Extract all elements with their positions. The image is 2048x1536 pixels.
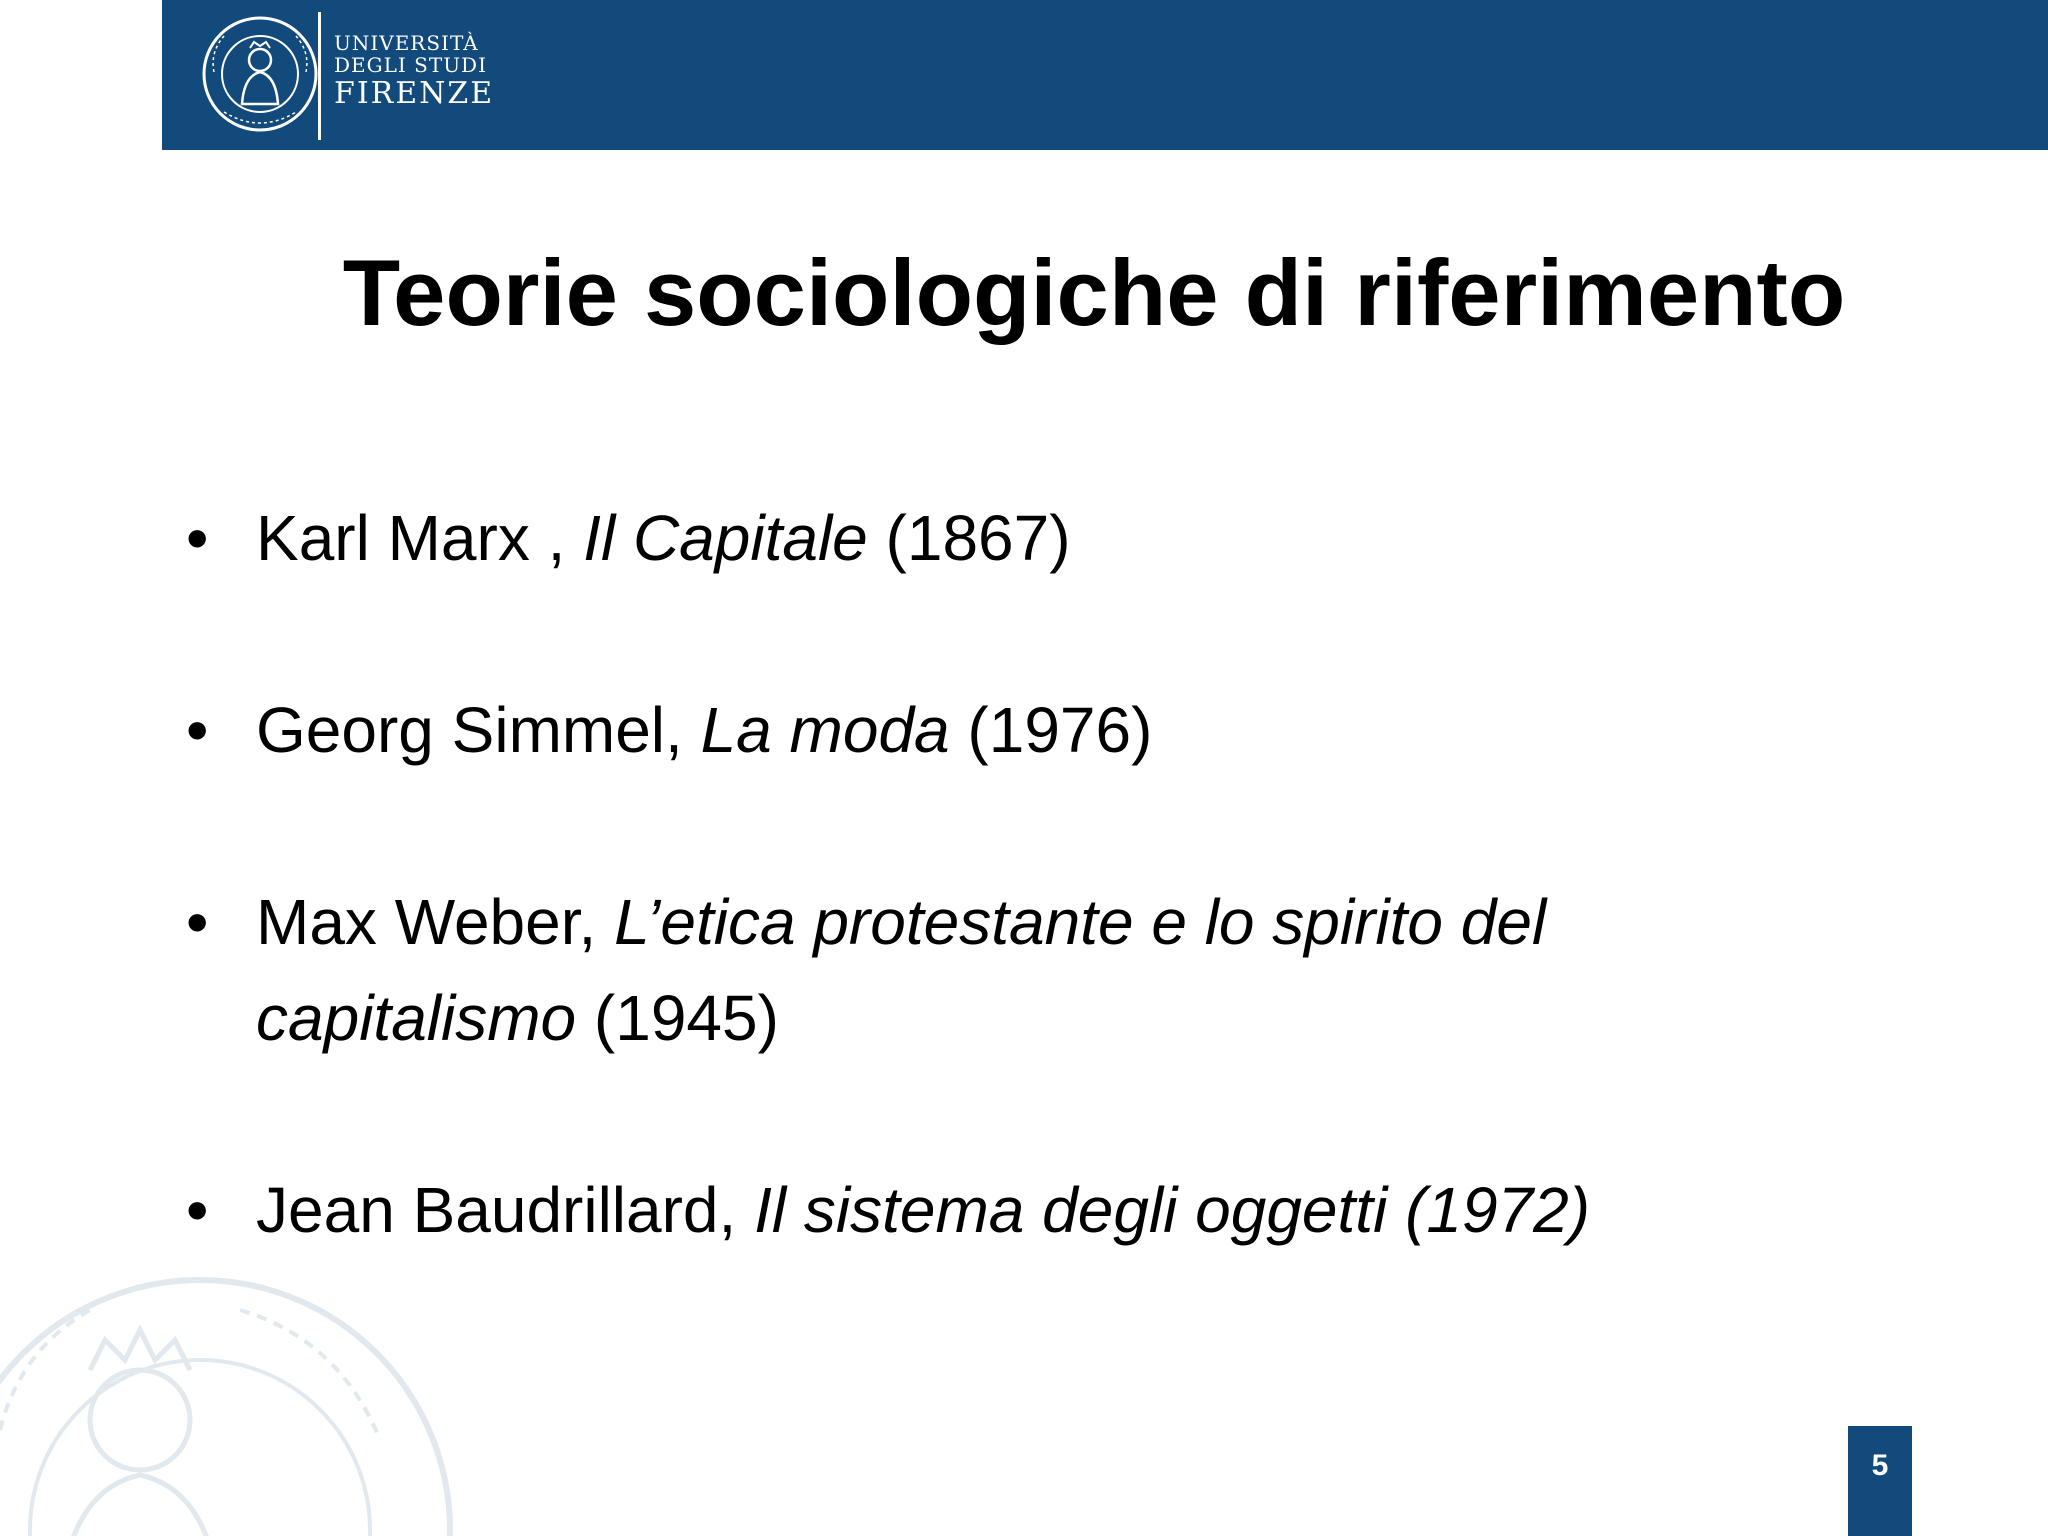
list-item-weber (186, 874, 1846, 1066)
item-author: Georg Simmel, (256, 694, 701, 766)
bullet-icon: • (186, 886, 209, 958)
university-seal-icon (200, 12, 324, 136)
slide-title: Teorie sociologiche di riferimento (342, 240, 1846, 345)
item-year: (1867) (867, 502, 1071, 574)
page-number: 5 (1848, 1426, 1912, 1536)
logo-wordmark (334, 32, 494, 112)
item-author: Max Weber, (256, 886, 615, 958)
item-year: (1976) (949, 694, 1153, 766)
logo-line-degli-studi: DEGLI STUDI (334, 53, 487, 77)
seal-watermark-icon (0, 1270, 460, 1536)
item-year: (1945) (576, 982, 779, 1054)
item-author: Jean Baudrillard, (256, 1174, 755, 1246)
reference-list (186, 490, 1846, 1258)
university-logo (200, 12, 500, 140)
item-work: La moda (700, 694, 950, 766)
item-work: Il Capitale (583, 502, 868, 574)
logo-line-universita: UNIVERSITÀ (334, 31, 479, 55)
logo-divider (318, 12, 321, 140)
bullet-icon: • (186, 502, 209, 574)
bullet-icon: • (186, 1174, 209, 1246)
list-item-marx (186, 490, 1846, 586)
logo-line-firenze: FIRENZE (334, 76, 495, 111)
item-author: Karl Marx , (256, 502, 584, 574)
list-item-simmel (186, 682, 1846, 778)
item-work: L’etica protestante e lo spirito del capitalismo (256, 886, 1547, 1054)
list-item-baudrillard (186, 1162, 1846, 1258)
bullet-icon: • (186, 694, 209, 766)
item-work: Il sistema degli oggetti (1972) (754, 1174, 1591, 1246)
